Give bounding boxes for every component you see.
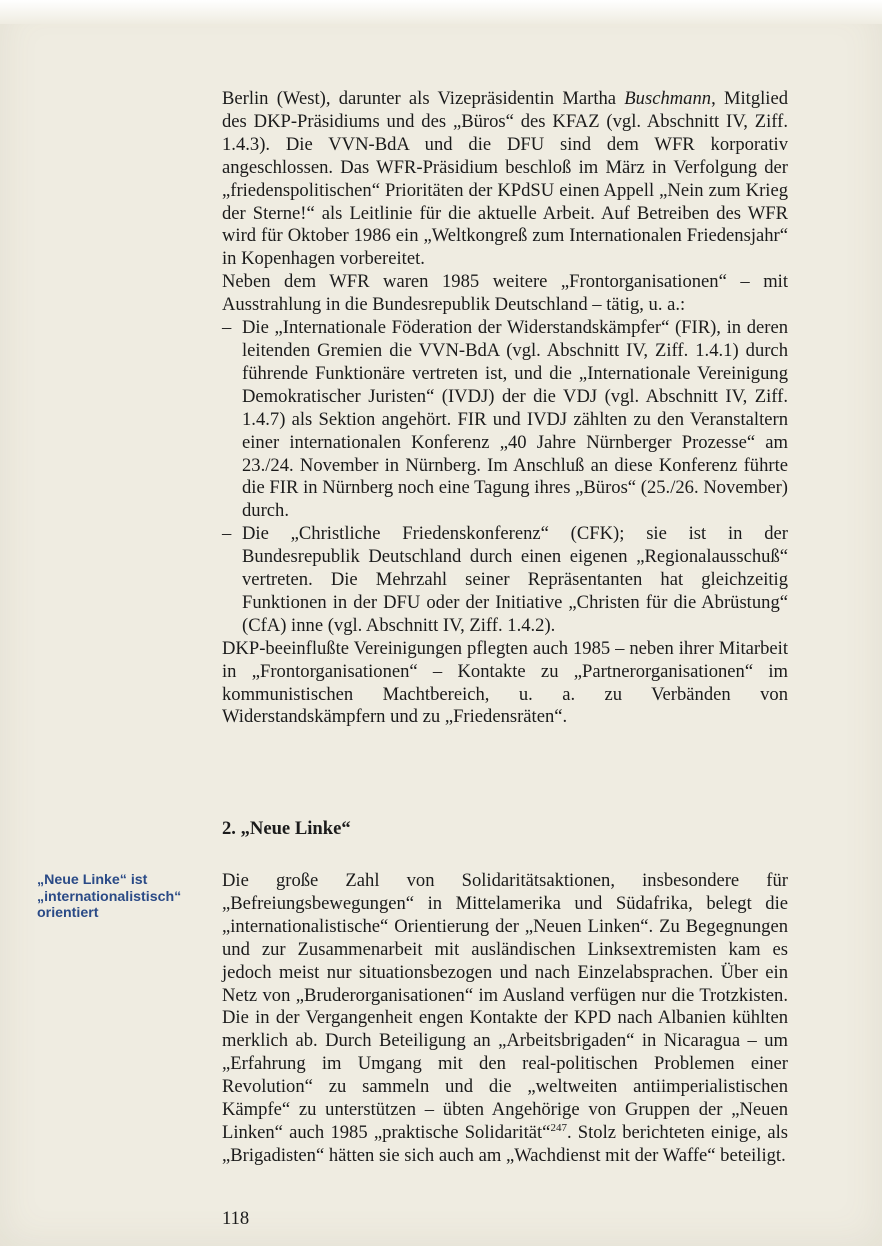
margin-note: „Neue Linke“ ist „internationalistisch“ orientiert	[37, 872, 182, 921]
footnote-reference[interactable]: 247	[550, 1121, 567, 1134]
paragraph-wfr: Berlin (West), darunter als Vizepräsidentin Martha Buschmann, Mitglied des DKP-Präsidiums und des „Büros“ des KFAZ (vgl. Abschnitt IV, Ziff. 1.4.3). Die VVN-BdA und die DFU sind dem WFR korporativ angeschlossen. Das WFR-Präsidium beschloß im März in Verfolgung der „friedenspolitischen“ Prioritäten der KPdSU einen Appell „Nein zum Krieg der Sterne!“ als Leitlinie für die aktuelle Arbeit. Auf Betreiben des WFR wird für Oktober 1986 ein „Weltkongreß zum Internationalen Friedensjahr“ in Kopenhagen vorbereitet.	[222, 88, 789, 270]
page-top-edge	[0, 0, 882, 24]
italic-name: Buschmann	[624, 88, 712, 109]
paragraph-dkp: DKP-beeinflußte Vereinigungen pflegten auch 1985 – neben ihrer Mitarbeit in „Frontorganisationen“ – Kontakte zu „Partnerorganisationen“ im kommunistischen Machtbereich, u. a. zu Verbänden von Widerstandskämpfern und zu „Friedensräten“.	[222, 637, 788, 728]
list-item-cfk: Die „Christliche Friedenskonferenz“ (CFK); sie ist in der Bundesrepublik Deutschland durch einen eigenen „Regionalausschuß“ vertreten. Die Mehrzahl seiner Repräsentanten hat gleichzeitig Funktionen in der DFU oder der Initiative „Christen für die Abrüstung“ (CfA) inne (vgl. Abschnitt IV, Ziff. 1.4.2).	[242, 523, 788, 636]
paragraph-neue-linke: Die große Zahl von Solidaritätsaktionen, insbesondere für „Befreiungsbewegungen“ in Mittelamerika und Südafrika, belegt die „internationalistische“ Orientierung der „Neuen Linken“. Zu Begegnungen und zur Zusammenarbeit mit ausländischen Linksextremisten kam es jedoch meist nur situationsbezogen und nach Einzelabsprachen. Über ein Netz von „Bruderorganisationen“ im Ausland verfügen nur die Trotzkisten. Die in der Vergangenheit engen Kontakte der KPD nach Albanien kühlten merklich ab. Durch Beteiligung an „Arbeitsbrigaden“ in Nicaragua – um „Erfahrung im Umgang mit den real-politischen Problemen einer Revolution“ zu sammeln und die „weltweiten antiimperialistischen Kämpfe“ zu unterstützen – übten Angehörige von Gruppen der „Neuen Linken“ auch 1985 „praktische Solidarität“$^{247}$. Stolz berichteten einige, als „Brigadisten“ hätten sie sich auch am „Wachdienst mit der Waffe“ beteiligt.	[222, 870, 788, 1166]
list-item-fir: Die „Internationale Föderation der Widerstandskämpfer“ (FIR), in deren leitenden Gremien die VVN-BdA (vgl. Abschnitt IV, Ziff. 1.4.1) durch führende Funktionäre vertreten ist, und die „Internationale Vereinigung Demokratischer Juristen“ (IVDJ) der die VDJ (vgl. Abschnitt IV, Ziff. 1.4.7) als Sektion angehört. FIR und IVDJ zählten zu den Veranstaltern einer internationalen Konferenz „40 Jahre Nürnberger Prozesse“ am 23./24. November in Nürnberg. Im Anschluß an diese Konferenz führte die FIR in Nürnberg noch eine Tagung ihres „Büros“ (25./26. November) durch.	[242, 317, 788, 522]
page-number: 118	[222, 1208, 250, 1229]
list-dash: –	[222, 523, 232, 545]
section2-text-block	[222, 870, 788, 1168]
list-item	[222, 523, 788, 638]
paragraph-frontorganisationen: Neben dem WFR waren 1985 weitere „Frontorganisationen“ – mit Ausstrahlung in die Bundesrepublik Deutschland – tätig, u. a.:	[222, 271, 788, 316]
section-heading: 2. „Neue Linke“	[222, 818, 351, 839]
list-item	[222, 317, 788, 523]
list-dash: –	[222, 317, 232, 339]
main-text-block	[222, 88, 788, 729]
